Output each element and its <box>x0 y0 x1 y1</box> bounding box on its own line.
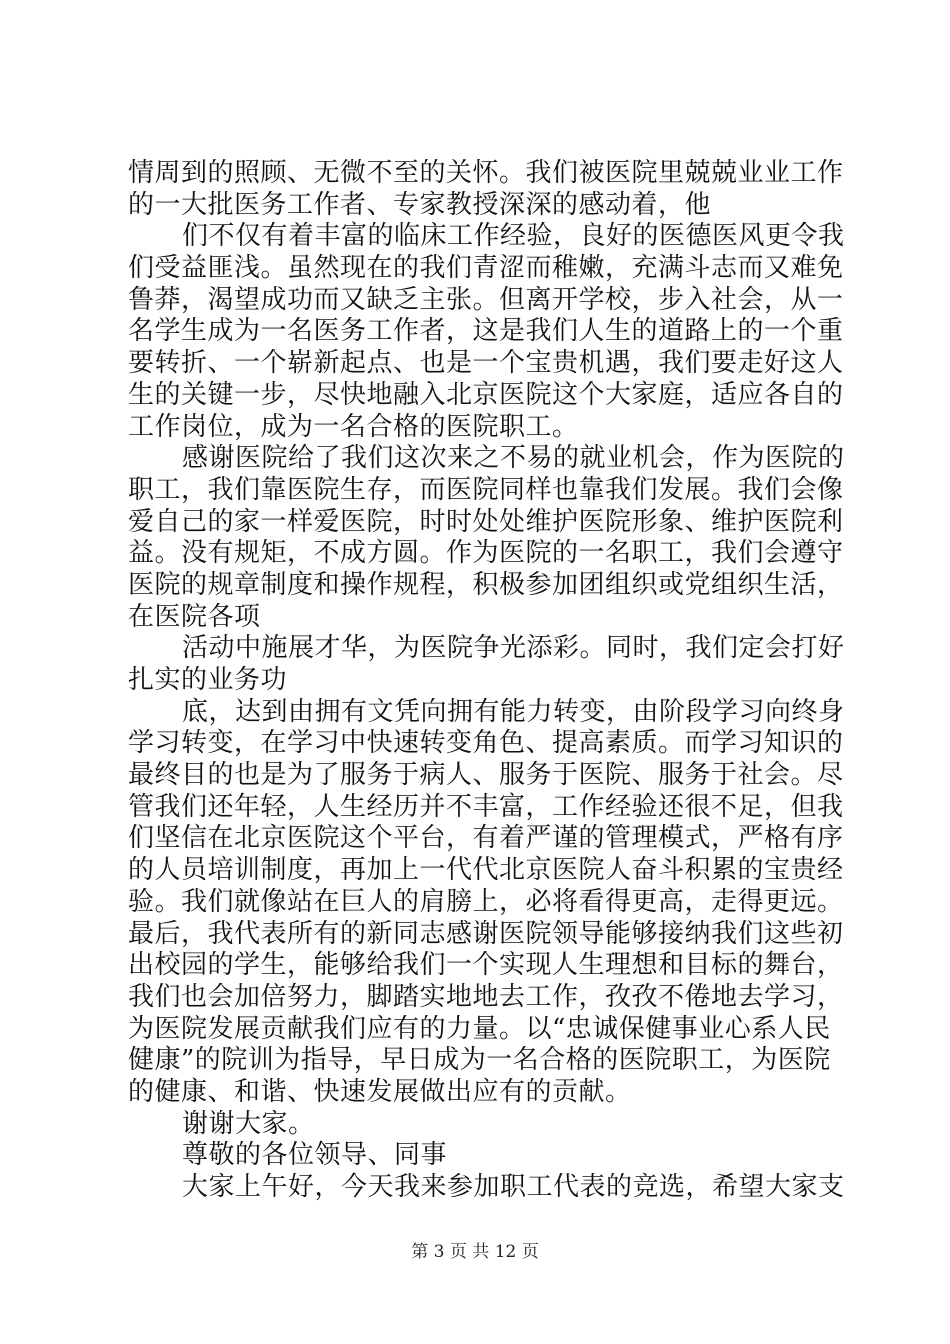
text-line: 尊敬的各位领导、同事 <box>182 1140 448 1170</box>
text-line: 医院的规章制度和操作规程，积极参加团组织或党组织生活， <box>128 570 844 600</box>
text-line: 管我们还年轻，人生经历并不丰富，工作经验还很不足，但我 <box>128 792 844 822</box>
text-line: 最后，我代表所有的新同志感谢医院领导能够接纳我们这些初 <box>128 919 844 949</box>
text-line: 们受益匪浅。虽然现在的我们青涩而稚嫩，充满斗志而又难免 <box>128 253 844 283</box>
text-line: 爱自己的家一样爱医院，时时处处维护医院形象、维护医院利 <box>128 507 844 537</box>
text-line: 们坚信在北京医院这个平台，有着严谨的管理模式，严格有序 <box>128 823 844 853</box>
text-line: 最终目的也是为了服务于病人、服务于医院、服务于社会。尽 <box>128 760 844 790</box>
text-line: 为医院发展贡献我们应有的力量。以“忠诚保健事业心系人民 <box>128 1014 831 1044</box>
text-line: 的人员培训制度，再加上一代代北京医院人奋斗积累的宝贵经 <box>128 855 844 885</box>
text-line: 验。我们就像站在巨人的肩膀上，必将看得更高，走得更远。 <box>128 887 844 917</box>
text-line: 学习转变，在学习中快速转变角色、提高素质。而学习知识的 <box>128 728 844 758</box>
text-line: 益。没有规矩，不成方圆。作为医院的一名职工，我们会遵守 <box>128 538 844 568</box>
text-line: 活动中施展才华，为医院争光添彩。同时，我们定会打好 <box>182 633 845 663</box>
text-line: 工作岗位，成为一名合格的医院职工。 <box>128 412 579 442</box>
page-number: 第 3 页 共 12 页 <box>411 1242 539 1262</box>
text-line: 生的关键一步，尽快地融入北京医院这个大家庭，适应各自的 <box>128 380 844 410</box>
text-line: 的健康、和谐、快速发展做出应有的贡献。 <box>128 1077 632 1107</box>
text-line: 谢谢大家。 <box>182 1109 315 1139</box>
text-line: 扎实的业务功 <box>128 665 288 695</box>
text-line: 在医院各项 <box>128 602 261 632</box>
text-line: 底，达到由拥有文凭向拥有能力转变，由阶段学习向终身 <box>182 697 845 727</box>
text-line: 情周到的照顾、无微不至的关怀。我们被医院里兢兢业业工作 <box>128 158 844 188</box>
text-line: 我们也会加倍努力，脚踏实地地去工作，孜孜不倦地去学习， <box>128 982 844 1012</box>
text-line: 感谢医院给了我们这次来之不易的就业机会，作为医院的 <box>182 443 845 473</box>
text-line: 的一大批医务工作者、专家教授深深的感动着，他 <box>128 190 712 220</box>
text-line: 健康”的院训为指导，早日成为一名合格的医院职工，为医院 <box>128 1045 831 1075</box>
text-line: 要转折、一个崭新起点、也是一个宝贵机遇，我们要走好这人 <box>128 348 844 378</box>
text-line: 职工，我们靠医院生存，而医院同样也靠我们发展。我们会像 <box>128 475 844 505</box>
text-line: 出校园的学生，能够给我们一个实现人生理想和目标的舞台， <box>128 950 844 980</box>
text-line: 名学生成为一名医务工作者，这是我们人生的道路上的一个重 <box>128 316 844 346</box>
text-line: 鲁莽，渴望成功而又缺乏主张。但离开学校，步入社会，从一 <box>128 285 844 315</box>
text-line: 们不仅有着丰富的临床工作经验，良好的医德医风更令我 <box>182 221 845 251</box>
text-line: 大家上午好，今天我来参加职工代表的竞选，希望大家支 <box>182 1172 845 1202</box>
